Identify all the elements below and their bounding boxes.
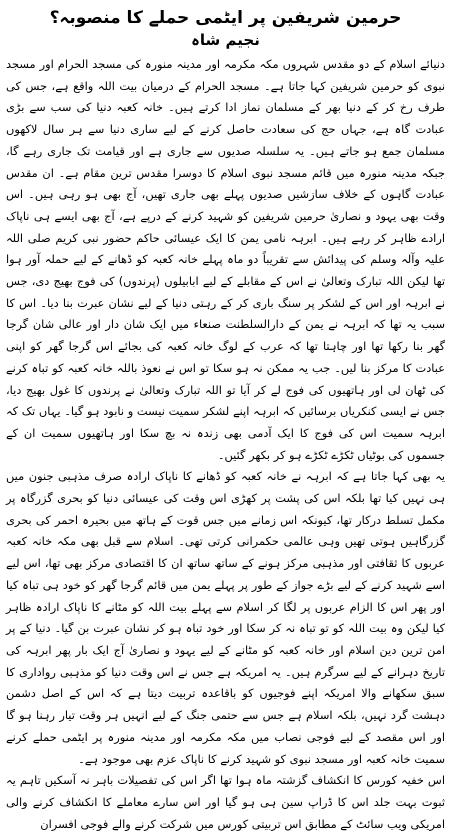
article-title: حرمین شریفین پر ایٹمی حملے کا منصوبہ؟ <box>49 8 402 28</box>
article-paragraph: اس خفیہ کورس کا انکشاف گزشتہ ماہ ہوا تھا اگر اس کی تفصیلات باہر نہ آسکیں تاہم یہ ثبوت بہت جلد اس کا ڈراپ سین ہی ہو گیا اور اس سارے معاملے کا انکشاف کرنے والی امریکی ویب سائٹ کے مطابق اس تربیتی کورس میں شرکت کرنے والے فوجی افسران <box>6 773 445 831</box>
article-author: نجیم شاہ <box>191 31 260 49</box>
article-paragraph: دنیائے اسلام کے دو مقدس شہروں مکہ مکرمہ اور مدینہ منورہ کی مسجد الحرام اور مسجد نبوی کو حرمین شریفین کہا جاتا ہے۔ مسجد الحرام کے درمیان بیت اللہ واقع ہے، جس کی طرف رخ کر کے دنیا بھر کے مسلمان نماز ادا کرتے ہیں۔ خانہ کعبہ دنیا کی سب سے بڑی عبادت گاہ ہے، جہاں حج کی سعادت حاصل کرنے کے لیے ساری دنیا سے ہر سال لاکھوں مسلمان جمع ہو جاتے ہیں۔ یہ سلسلہ صدیوں سے جاری ہے اور قیامت تک جاری رہے گا، جبکہ مدینہ منورہ میں قائم مسجد نبوی اسلام کا دوسرا مقدس ترین مقام ہے۔ ان مقدس عبادت گاہوں کے خلاف سازشیں صدیوں پہلے بھی جاری تھیں، آج بھی ہو رہی ہیں۔ اس وقت بھی یہود و نصاریٰ حرمین شریفین کو شہید کرنے کے درپے ہے، آج بھی ایسے ہی ناپاک ارادے ظاہر کر رہے ہیں۔ ابرہہ نامی یمن کا ایک عیسائی حاکم حضور نبی کریم صلی اللہ علیہ وآلہ وسلم کی پیدائش سے تقریباً دو ماہ پہلے خانہ کعبہ کو ڈھانے کے لیے حملہ آور ہوا تھا لیکن اللہ تبارک وتعالیٰ نے اس کے مقابلے کے لیے ابابیلوں (پرندوں) کی فوج بھیج دی، جس نے ابرہہ اور اس کے لشکر پر سنگ باری کر کے رہتی دنیا کے لیے نشان عبرت بنا دیا۔ اس کا سبب یہ تھا کہ ابرہہ نے یمن کے دارالسلطنت صنعاء میں ایک شان دار اور عالی شان گرجا گھر بنا رکھا تھا اور چاہتا تھا کہ عرب کے لوگ خانہ کعبہ کی بجائے اس گرجا گھر کو اپنی عبادت کا مرکز بنا لیں۔ جب یہ ممکن نہ ہو سکا تو اس نے نعوذ باللہ خانہ کعبہ کو تباہ کرنے کی ٹھان لی اور ہاتھیوں کی فوج لے کر آیا تو اللہ تبارک وتعالیٰ نے پرندوں کا غول بھیج دیا، جس نے ایسی کنکریاں برسائیں کہ ابرہہ اپنے لشکر سمیت نیست و نابود ہو گیا۔ یہاں تک کہ ابرہہ سمیت اس کی فوج کا ایک آدمی بھی زندہ نہ بچ سکا اور ہاتھیوں سمیت ان کے جسموں کی بوٹیاں ٹکڑے ٹکڑے ہو کر بکھر گئیں۔ <box>6 57 445 462</box>
article-paragraph: یہ بھی کہا جاتا ہے کہ ابرہہ نے خانہ کعبہ کو ڈھانے کا ناپاک ارادہ صرف مذہبی جنون میں ہی نہیں کیا تھا بلکہ اس کی پشت پر کھڑی اس وقت کی عیسائی دنیا کو بحری گزرگاہ پر مکمل تسلط درکار تھا، کیونکہ اس زمانے میں جس قوت کے ہاتھ میں بحیرہ احمر کی بحری گزرگاہیں ہوتی تھیں وہی عالمی حکمرانی کرتی تھی۔ اسلام سے قبل بھی مکہ خانہ کعبہ عربوں کا ثقافتی اور مذہبی مرکز ہونے کے ساتھ ساتھ ان کا اقتصادی مرکز بھی تھا، اس لیے اسے شہید کرنے کے لیے بڑے جواز کے طور پر پہلے یمن میں قائم گرجا گھر کو خود ہی تباہ کیا اور پھر اس کا الزام عربوں پر لگا کر اسلام سے پہلے بیت اللہ کو مٹانے کا ناپاک ارادہ ظاہر کیا لیکن وہ بیت اللہ کو تو تباہ نہ کر سکا اور خود تباہ ہو کر نشان عبرت بن گیا۔ دنیا کے پر امن ترین دین اسلام اور خانہ کعبہ کو مٹانے کے لیے یہود و نصاریٰ آج ایک بار پھر ابرہہ کی تاریخ دہرانے کے لیے سرگرم ہیں۔ یہ امریکہ ہے جس نے اس وقت دنیا کو مذہبی رواداری کا سبق سکھانے والا امریکہ اپنے فوجیوں کو باقاعدہ تربیت دیتا ہے کہ اس کے اصل دشمن دہشت گرد نہیں، بلکہ اسلام ہے جس سے حتمی جنگ کے لیے انہیں ہر وقت تیار رہنا ہو گا اور اس مقصد کے لیے فوجی نصاب میں مکہ مکرمہ اور مدینہ منورہ پر ایٹمی حملے کرنے سمیت خانہ کعبہ اور مسجد نبوی کو شہید کرنے کا ناپاک عزم بھی موجود ہے۔ <box>6 469 445 766</box>
